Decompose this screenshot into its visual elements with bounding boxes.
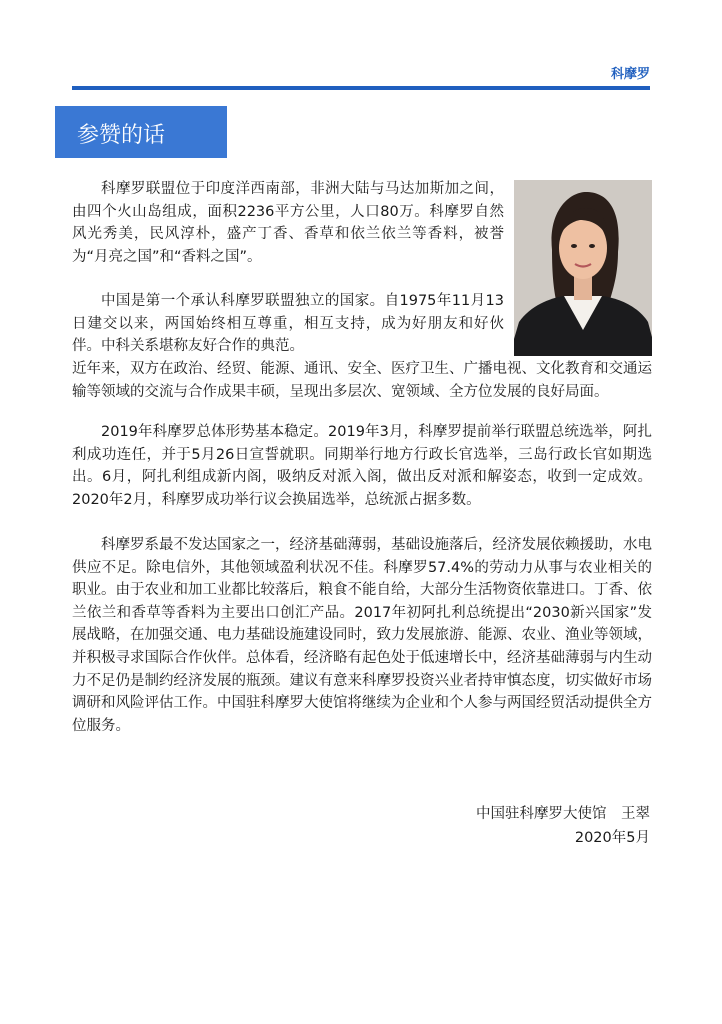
paragraph-economy: 科摩罗系最不发达国家之一，经济基础薄弱，基础设施落后，经济发展依赖援助，水电供应不足。除电信外，其他领域盈利状况不佳。科摩罗57.4%的劳动力从事与农业相关的职业。由于农业和加工业都比较落后，粮食不能自给，大部分生活物资依靠进口。丁香、依兰依兰和香草等香料为主要出口创汇产品。2017年初阿扎利总统提出“2030新兴国家”发展战略，在加强交通、电力基础设施建设同时，致力发展旅游、能源、农业、渔业等领域，并积极寻求国际合作伙伴。总体看，经济略有起色处于低速增长中，经济基础薄弱与内生动力不足仍是制约经济发展的瓶颈。建议有意来科摩罗投资兴业者持审慎态度，切实做好市场调研和风险评估工作。中国驻科摩罗大使馆将继续为企业和个人参与两国经贸活动提供全方位服务。 [72, 537, 652, 734]
signature-date: 2020年5月 [574, 830, 650, 846]
paragraph-intro: 科摩罗联盟位于印度洋西南部，非洲大陆与马达加斯加之间，由四个火山岛组成，面积2236平方公里，人口80万。科摩罗自然风光秀美，民风淳朴，盛产丁香、香草和依兰依兰等香料，被誉为“月亮之国”和“香料之国”。 [72, 181, 504, 265]
paragraph-politics: 2019年科摩罗总体形势基本稳定。2019年3月，科摩罗提前举行联盟总统选举，阿扎利成功连任，并于5月26日宣誓就职。同期举行地方行政长官选举，三岛行政长官如期选出。6月，阿扎利组成新内阁，吸纳反对派入阁，做出反对派和解姿态，收到一定成效。2020年2月，科摩罗成功举行议会换届选举，总统派占据多数。 [72, 424, 652, 508]
section-title: 参赞的话 [77, 123, 166, 148]
header-label: 科摩罗 [610, 67, 650, 82]
section-tab [55, 106, 227, 158]
header-rule [72, 86, 650, 90]
paragraph-relations-continued: 近年来，双方在政治、经贸、能源、通讯、安全、医疗卫生、广播电视、文化教育和交通运输等领域的交流与合作成果丰硕，呈现出多层次、宽领域、全方位发展的良好局面。 [72, 361, 652, 400]
paragraph-relations: 中国是第一个承认科摩罗联盟独立的国家。自1975年11月13日建交以来，两国始终相互尊重，相互支持，成为好朋友和好伙伴。中科关系堪称友好合作的典范。 [72, 293, 504, 355]
signature-embassy: 中国驻科摩罗大使馆 王翠 [476, 806, 650, 822]
author-photo [514, 180, 652, 356]
